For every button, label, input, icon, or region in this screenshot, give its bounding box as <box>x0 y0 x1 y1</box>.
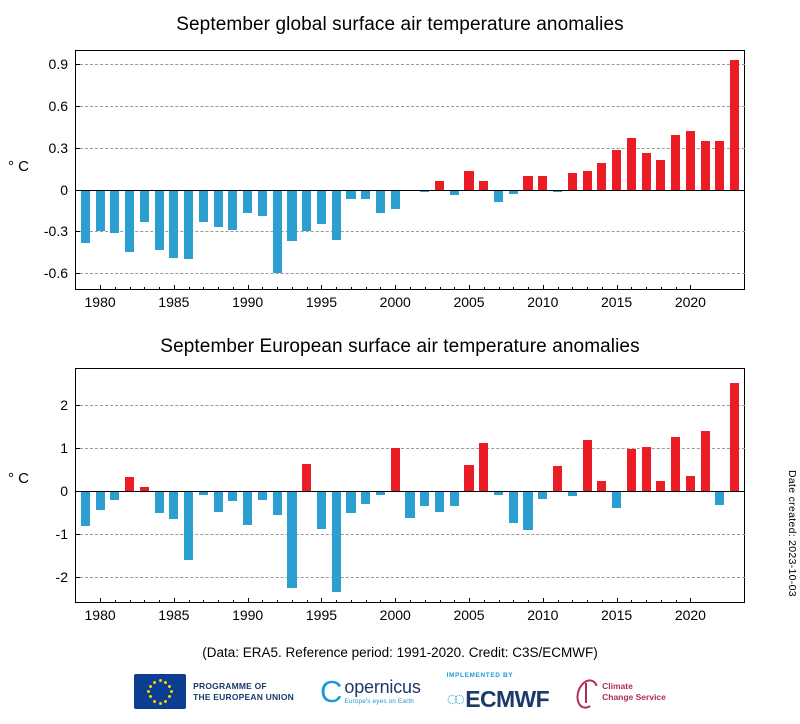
c3s-line-1: Climate <box>602 680 633 691</box>
x-tick-mark <box>676 600 677 603</box>
bar <box>730 383 739 491</box>
x-tick-label: 2000 <box>379 607 411 623</box>
x-tick-mark <box>307 287 308 290</box>
bar <box>583 171 592 189</box>
x-tick-mark <box>380 287 381 290</box>
bar <box>258 190 267 217</box>
x-tick-mark <box>572 600 573 603</box>
x-tick-mark <box>572 287 573 290</box>
x-tick-mark <box>395 285 396 290</box>
x-tick-mark <box>351 600 352 603</box>
x-tick-label: 2005 <box>453 294 485 310</box>
x-tick-mark <box>366 600 367 603</box>
bar <box>464 171 473 189</box>
x-tick-mark <box>617 598 618 603</box>
europe-y-axis-title: ° C <box>8 470 29 487</box>
bar <box>125 190 134 253</box>
x-tick-mark <box>218 287 219 290</box>
bar <box>140 190 149 222</box>
europe-chart-title: September European surface air temperature anomalies <box>160 336 640 357</box>
x-tick-mark <box>410 287 411 290</box>
x-tick-mark <box>631 600 632 603</box>
x-tick-mark <box>469 285 470 290</box>
panel-europe-chart <box>0 330 800 650</box>
y-tick-label: 0 <box>60 482 68 499</box>
bar <box>627 138 636 190</box>
x-tick-mark <box>676 287 677 290</box>
x-tick-mark <box>661 600 662 603</box>
x-tick-mark <box>617 285 618 290</box>
bar <box>184 190 193 260</box>
copernicus-word: opernicus <box>344 677 421 697</box>
bar <box>214 491 223 512</box>
bar <box>391 190 400 210</box>
bar <box>612 491 621 508</box>
bar <box>420 491 429 506</box>
x-tick-mark <box>528 287 529 290</box>
zero-axis-line <box>75 190 745 191</box>
x-tick-label: 1980 <box>84 607 116 623</box>
x-tick-mark <box>321 598 322 603</box>
eu-programme-logo <box>134 674 294 709</box>
c3s-logo <box>575 677 666 707</box>
bar <box>686 131 695 190</box>
bar <box>612 150 621 189</box>
x-tick-mark <box>484 287 485 290</box>
bar <box>125 477 134 491</box>
bar-series <box>75 50 745 290</box>
x-tick-mark <box>513 287 514 290</box>
y-tick-label: 0.6 <box>48 97 68 114</box>
bar <box>361 190 370 200</box>
bar <box>169 491 178 519</box>
x-tick-label: 2020 <box>674 607 706 623</box>
bar <box>656 481 665 490</box>
x-tick-label: 1990 <box>232 294 264 310</box>
x-tick-label: 1995 <box>305 607 338 623</box>
x-tick-mark <box>336 287 337 290</box>
global-y-axis-title: ° C <box>8 158 29 175</box>
bar <box>228 491 237 501</box>
bar <box>110 190 119 233</box>
bar <box>642 447 651 491</box>
bar <box>686 476 695 491</box>
x-tick-mark <box>631 287 632 290</box>
x-tick-mark <box>130 287 131 290</box>
copernicus-tagline: Europe's eyes on Earth <box>344 698 414 705</box>
x-tick-mark <box>499 600 500 603</box>
x-tick-mark <box>587 287 588 290</box>
y-tick-label: 0.3 <box>48 139 68 156</box>
bar <box>701 431 710 491</box>
bar <box>317 491 326 529</box>
bar <box>199 190 208 222</box>
y-tick-label: 0.9 <box>48 55 68 72</box>
bar <box>597 481 606 490</box>
x-tick-label: 1995 <box>305 294 338 310</box>
x-tick-label: 1990 <box>232 607 264 623</box>
bar <box>228 190 237 230</box>
x-tick-mark <box>115 287 116 290</box>
eu-line-1: PROGRAMME OF <box>193 680 267 691</box>
eu-stars-icon <box>147 679 173 705</box>
bar <box>81 491 90 526</box>
copernicus-c-icon: C <box>320 674 343 709</box>
bar <box>184 491 193 560</box>
bar-series <box>75 368 745 603</box>
bar <box>523 491 532 530</box>
x-tick-mark <box>100 598 101 603</box>
bar <box>361 491 370 504</box>
x-tick-label: 1980 <box>84 294 116 310</box>
x-tick-mark <box>543 285 544 290</box>
x-tick-mark <box>218 600 219 603</box>
bar <box>568 173 577 190</box>
bar <box>273 491 282 515</box>
bar <box>81 190 90 243</box>
x-tick-mark <box>100 285 101 290</box>
bar <box>243 491 252 525</box>
bar <box>302 190 311 232</box>
x-tick-label: 2005 <box>453 607 485 623</box>
x-tick-label: 2010 <box>527 294 559 310</box>
date-created-note: Date created: 2023-10-03 <box>786 470 798 597</box>
x-tick-mark <box>248 598 249 603</box>
bar <box>523 176 532 190</box>
x-tick-mark <box>587 600 588 603</box>
x-tick-mark <box>203 287 204 290</box>
x-tick-mark <box>292 287 293 290</box>
x-tick-mark <box>499 287 500 290</box>
x-tick-mark <box>159 287 160 290</box>
x-tick-mark <box>292 600 293 603</box>
bar <box>405 491 414 518</box>
x-tick-mark <box>602 287 603 290</box>
x-tick-mark <box>189 600 190 603</box>
bar <box>538 176 547 190</box>
bar <box>671 135 680 189</box>
x-tick-label: 2015 <box>601 294 633 310</box>
bar <box>214 190 223 228</box>
x-tick-mark <box>366 287 367 290</box>
bar <box>155 190 164 250</box>
x-tick-mark <box>469 598 470 603</box>
x-tick-mark <box>454 287 455 290</box>
x-tick-mark <box>262 600 263 603</box>
x-tick-mark <box>233 287 234 290</box>
bar <box>243 190 252 214</box>
x-tick-mark <box>336 600 337 603</box>
bar <box>479 443 488 490</box>
x-tick-mark <box>189 287 190 290</box>
x-tick-mark <box>410 600 411 603</box>
c3s-line-2: Change Service <box>602 691 666 702</box>
bar <box>642 153 651 189</box>
zero-axis-line <box>75 491 745 492</box>
global-plot-area <box>43 50 745 310</box>
bar <box>376 190 385 214</box>
y-tick-label: -0.3 <box>43 223 68 240</box>
bar <box>538 491 547 499</box>
bar <box>96 491 105 510</box>
x-tick-mark <box>277 287 278 290</box>
bar <box>656 160 665 189</box>
ecmwf-implemented-label: IMPLEMENTED BY <box>446 672 514 679</box>
x-tick-mark <box>484 600 485 603</box>
ecmwf-name: ECMWF <box>465 686 550 712</box>
x-tick-mark <box>528 600 529 603</box>
bar <box>509 491 518 523</box>
copernicus-wordmark <box>344 678 420 705</box>
x-tick-mark <box>380 600 381 603</box>
bar <box>479 181 488 189</box>
bar <box>627 449 636 491</box>
c3s-leaf-icon <box>575 677 597 707</box>
x-tick-mark <box>233 600 234 603</box>
x-tick-label: 2000 <box>379 294 411 310</box>
x-tick-mark <box>661 287 662 290</box>
x-tick-mark <box>425 287 426 290</box>
bar <box>332 190 341 240</box>
bar <box>730 60 739 190</box>
eu-flag-icon <box>134 674 186 709</box>
y-tick-label: -1 <box>55 526 68 542</box>
bar <box>435 491 444 513</box>
x-tick-mark <box>159 600 160 603</box>
bar <box>715 141 724 190</box>
bar <box>273 190 282 274</box>
bar <box>332 491 341 592</box>
bar <box>671 437 680 490</box>
x-tick-mark <box>262 287 263 290</box>
bar <box>715 491 724 505</box>
bar <box>583 440 592 491</box>
x-tick-mark <box>307 600 308 603</box>
x-tick-mark <box>174 598 175 603</box>
x-tick-mark <box>543 598 544 603</box>
x-tick-mark <box>602 600 603 603</box>
ecmwf-logo <box>447 672 549 711</box>
x-tick-mark <box>130 600 131 603</box>
bar <box>494 190 503 203</box>
bar <box>287 491 296 588</box>
copernicus-logo <box>320 676 421 707</box>
y-tick-label: -0.6 <box>43 265 68 282</box>
bar <box>553 466 562 491</box>
y-tick-label: 2 <box>60 396 68 413</box>
x-tick-mark <box>395 598 396 603</box>
global-chart-title: September global surface air temperature anomalies <box>176 14 624 35</box>
x-tick-mark <box>513 600 514 603</box>
panel-global-chart <box>0 8 800 338</box>
x-tick-mark <box>646 287 647 290</box>
bar <box>155 491 164 513</box>
x-tick-mark <box>144 600 145 603</box>
x-tick-mark <box>646 600 647 603</box>
bar <box>287 190 296 242</box>
bar <box>391 448 400 491</box>
x-tick-mark <box>558 287 559 290</box>
bar <box>701 141 710 190</box>
x-tick-mark <box>115 600 116 603</box>
x-tick-mark <box>321 285 322 290</box>
x-tick-mark <box>248 285 249 290</box>
x-tick-mark <box>144 287 145 290</box>
x-tick-mark <box>440 287 441 290</box>
x-tick-mark <box>690 285 691 290</box>
x-tick-label: 2015 <box>601 607 633 623</box>
x-tick-label: 1985 <box>158 294 190 310</box>
bar <box>346 190 355 200</box>
y-tick-label: -2 <box>55 569 68 586</box>
bar <box>317 190 326 225</box>
europe-plot-area <box>55 368 745 623</box>
ecmwf-waves-icon: ◌◌ <box>446 689 462 710</box>
y-tick-label: 1 <box>60 439 68 456</box>
x-tick-mark <box>690 598 691 603</box>
x-tick-mark <box>203 600 204 603</box>
x-tick-mark <box>174 285 175 290</box>
logo-strip <box>0 672 800 711</box>
chart-caption: (Data: ERA5. Reference period: 1991-2020. Credit: C3S/ECMWF) <box>202 645 598 660</box>
x-tick-mark <box>351 287 352 290</box>
bar <box>597 163 606 190</box>
bar <box>435 181 444 189</box>
c3s-text <box>602 681 666 702</box>
x-tick-label: 1985 <box>158 607 190 623</box>
ecmwf-row <box>447 688 549 711</box>
bar <box>96 190 105 232</box>
bar <box>110 491 119 500</box>
x-tick-mark <box>440 600 441 603</box>
x-tick-mark <box>425 600 426 603</box>
eu-line-2: THE EUROPEAN UNION <box>193 691 294 702</box>
eu-programme-text <box>193 681 294 702</box>
x-tick-label: 2020 <box>674 294 706 310</box>
x-tick-mark <box>454 600 455 603</box>
y-tick-label: 0 <box>60 181 68 198</box>
bar <box>464 465 473 491</box>
bar <box>450 491 459 506</box>
bar <box>258 491 267 500</box>
x-tick-label: 2010 <box>527 607 559 623</box>
bar <box>346 491 355 513</box>
x-tick-mark <box>277 600 278 603</box>
bar <box>169 190 178 258</box>
bar <box>302 464 311 491</box>
x-tick-mark <box>558 600 559 603</box>
